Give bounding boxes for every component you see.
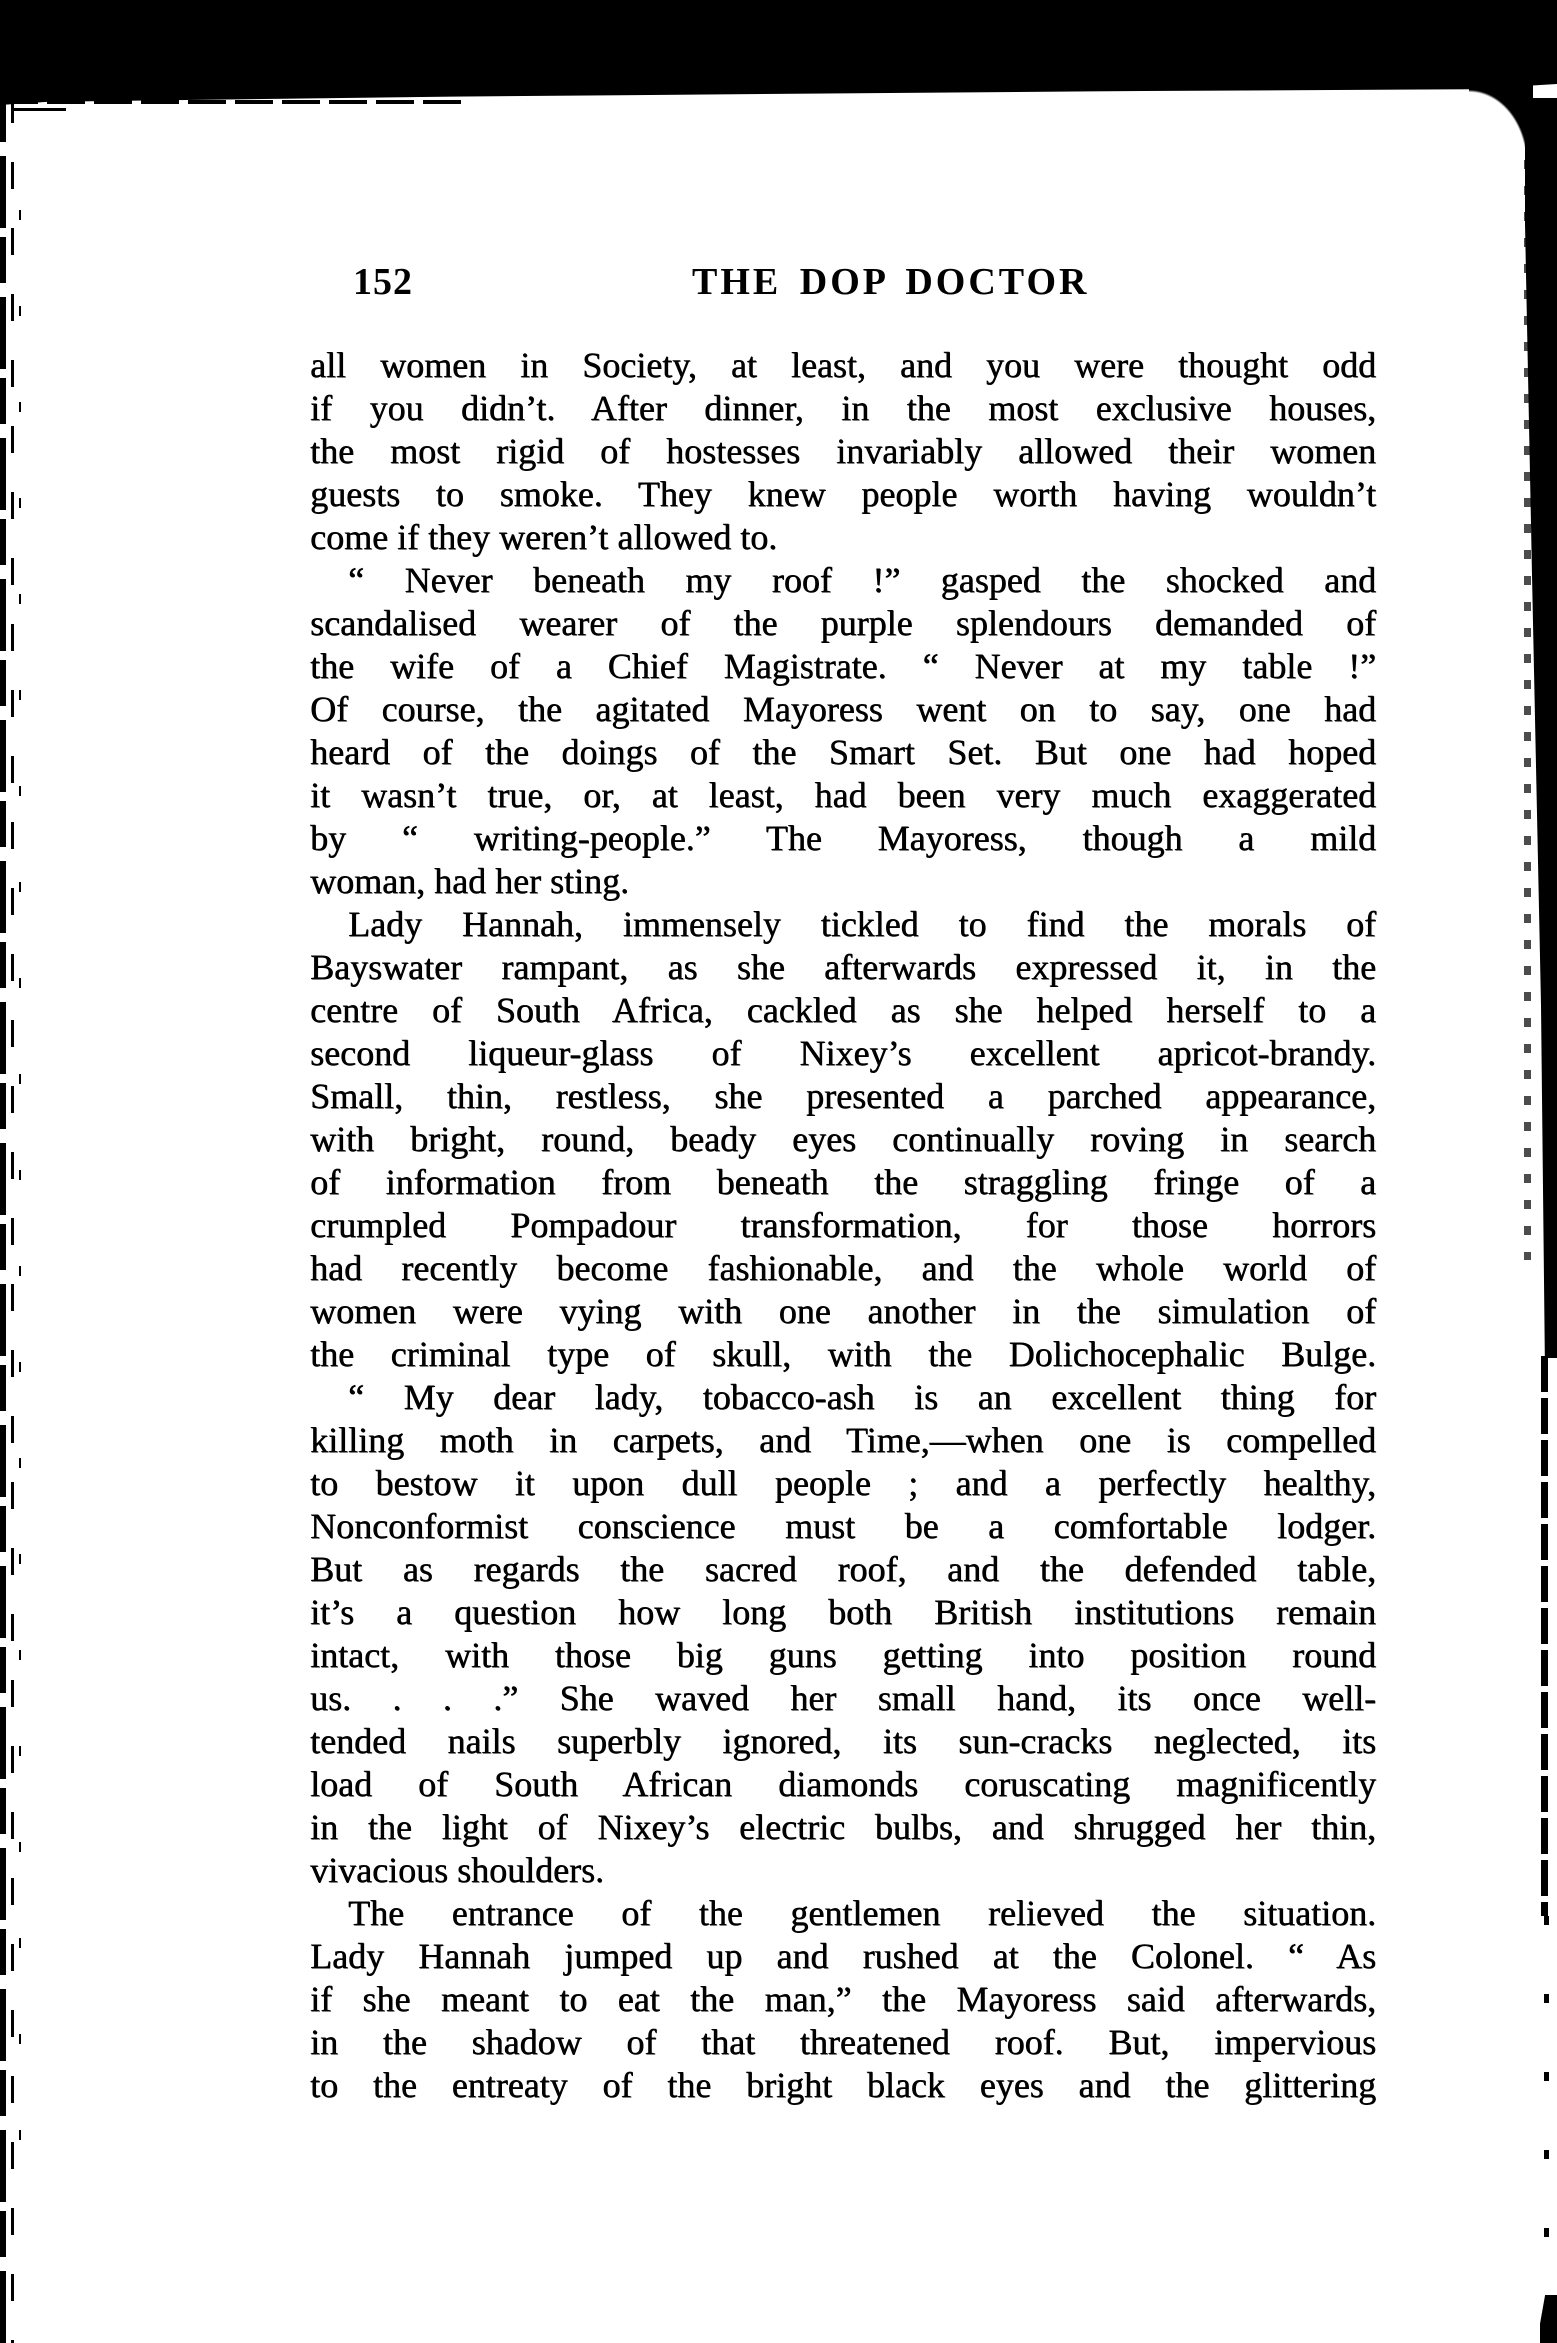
text-line: Lady Hannah, immensely tickled to find the morals of <box>348 904 1376 944</box>
text-block <box>310 344 1376 2107</box>
page-number: 152 <box>353 261 413 303</box>
scan-artifact-right-edge-dots <box>1544 1916 1549 2306</box>
text-line: centre of South Africa, cackled as she helped herself to a <box>310 990 1376 1030</box>
text-line: of information from beneath the straggling fringe of a <box>310 1162 1376 1202</box>
text-line: “ Never beneath my roof !” gasped the shocked and <box>348 560 1376 600</box>
text-line: Nonconformist conscience must be a comfortable lodger. <box>310 1506 1376 1546</box>
text-line: killing moth in carpets, and Time,—when one is compelled <box>310 1420 1376 1460</box>
text-line: guests to smoke. They knew people worth having wouldn’t <box>310 474 1376 514</box>
scan-artifact-bottom-right-corner <box>1540 2295 1557 2343</box>
text-line: The entrance of the gentlemen relieved the situation. <box>348 1893 1376 1933</box>
text-line: vivacious shoulders. <box>310 1850 604 1890</box>
text-line: second liqueur-glass of Nixey’s excellent apricot-brandy. <box>310 1033 1376 1073</box>
text-line: if she meant to eat the man,” the Mayoress said afterwards, <box>310 1979 1376 2019</box>
scan-artifact-top-left-streak-2 <box>14 108 66 111</box>
text-line: “ My dear lady, tobacco-ash is an excellent thing for <box>348 1377 1376 1417</box>
scan-artifact-left-edge-strip <box>0 96 6 2343</box>
text-line: the criminal type of skull, with the Dolichocephalic Bulge. <box>310 1334 1376 1374</box>
text-line: scandalised wearer of the purple splendours demanded of <box>310 603 1376 643</box>
scan-artifact-left-dash-line-2 <box>19 210 21 2210</box>
text-line: Bayswater rampant, as she afterwards expressed it, in the <box>310 947 1376 987</box>
text-line: intact, with those big guns getting into position round <box>310 1635 1376 1675</box>
text-line: woman, had her sting. <box>310 861 629 901</box>
text-line: Lady Hannah jumped up and rushed at the Colonel. “ As <box>310 1936 1376 1976</box>
running-title: THE DOP DOCTOR <box>692 261 1090 303</box>
text-line: all women in Society, at least, and you were thought odd <box>310 345 1376 385</box>
text-line: Small, thin, restless, she presented a parched appearance, <box>310 1076 1376 1116</box>
scan-artifact-left-dash-line <box>11 96 14 2343</box>
scan-artifact-top-left-streak <box>0 100 470 104</box>
text-line: it’s a question how long both British institutions remain <box>310 1592 1376 1632</box>
text-line: in the shadow of that threatened roof. But, impervious <box>310 2022 1376 2062</box>
text-line: by “ writing-people.” The Mayoress, though a mild <box>310 818 1376 858</box>
scan-artifact-right-edge-line <box>1541 1356 1548 1916</box>
text-line: load of South African diamonds coruscating magnificently <box>310 1764 1376 1804</box>
text-line: Of course, the agitated Mayoress went on to say, one had <box>310 689 1376 729</box>
text-line: with bright, round, beady eyes continually roving in search <box>310 1119 1376 1159</box>
text-line: the wife of a Chief Magistrate. “ Never at my table !” <box>310 646 1376 686</box>
text-line: crumpled Pompadour transformation, for those horrors <box>310 1205 1376 1245</box>
text-line: it wasn’t true, or, at least, had been very much exaggerated <box>310 775 1376 815</box>
text-line: women were vying with one another in the simulation of <box>310 1291 1376 1331</box>
text-line: if you didn’t. After dinner, in the most exclusive houses, <box>310 388 1376 428</box>
text-line: tended nails superbly ignored, its sun-cracks neglected, its <box>310 1721 1376 1761</box>
text-line: to the entreaty of the bright black eyes and the glittering <box>310 2065 1376 2105</box>
scan-artifact-right-edge-noise <box>1524 160 1531 1260</box>
text-line: in the light of Nixey’s electric bulbs, and shrugged her thin, <box>310 1807 1376 1847</box>
text-line: come if they weren’t allowed to. <box>310 517 778 557</box>
text-line: had recently become fashionable, and the whole world of <box>310 1248 1376 1288</box>
text-line: to bestow it upon dull people ; and a perfectly healthy, <box>310 1463 1376 1503</box>
scan-artifact-top-band <box>0 0 1557 105</box>
text-line: heard of the doings of the Smart Set. But one had hoped <box>310 732 1376 772</box>
scan-artifact-top-right-corner <box>1469 84 1533 164</box>
text-line: the most rigid of hostesses invariably allowed their women <box>310 431 1376 471</box>
scan-artifact-right-edge-band <box>1525 98 1557 1358</box>
text-line: us. . . .” She waved her small hand, its once well- <box>310 1678 1376 1718</box>
text-line: But as regards the sacred roof, and the defended table, <box>310 1549 1376 1589</box>
